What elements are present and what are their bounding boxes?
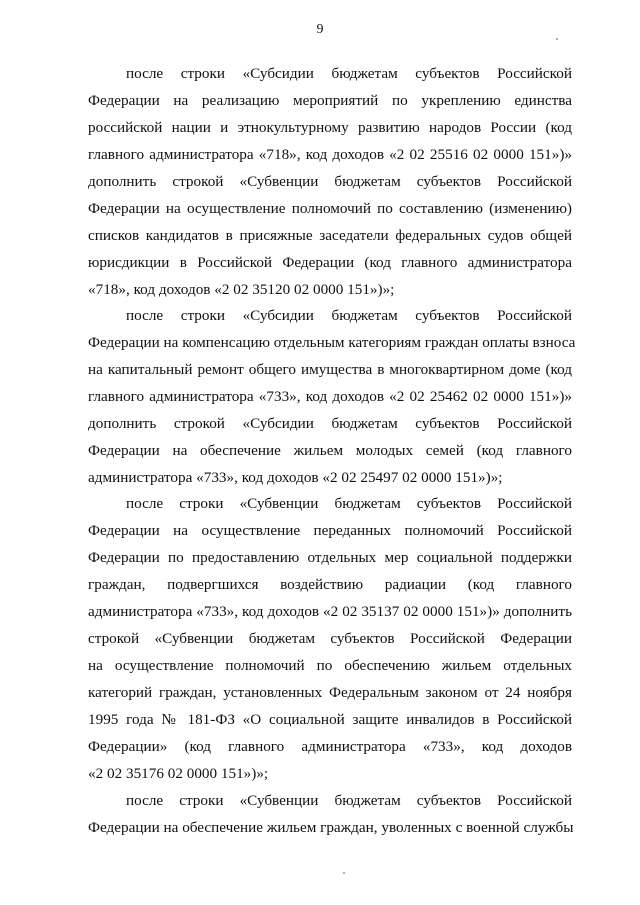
text-line: Федерации на реализацию мероприятий по укреплению единства [88,92,572,109]
page-number: 9 [316,22,324,37]
text-line: после строки «Субсидии бюджетам субъектов Российской [126,65,572,82]
text-line: «718», код доходов «2 02 35120 02 0000 151»)»; [88,281,395,298]
text-line: Федерации на компенсацию отдельным категориям граждан оплаты взноса [88,334,576,351]
scan-speck [343,872,345,874]
text-line: «2 02 35176 02 0000 151»)»; [88,765,269,782]
text-line: администратора «733», код доходов «2 02 25497 02 0000 151»)»; [88,469,503,486]
text-line: списков кандидатов в присяжные заседатели федеральных судов общей [88,227,572,244]
text-line: юрисдикции в Российской Федерации (код главного администратора [88,254,572,271]
text-line: 1995 года № 181-ФЗ «О социальной защите инвалидов в Российской [88,711,572,728]
text-line: главного администратора «733», код доходов «2 02 25462 02 0000 151»)» [88,388,572,405]
scan-speck [556,38,558,40]
text-line: строкой «Субвенции бюджетам субъектов Российской Федерации [88,630,572,647]
text-line: после строки «Субвенции бюджетам субъектов Российской [126,792,572,809]
text-line: дополнить строкой «Субвенции бюджетам субъектов Российской [88,173,572,190]
text-line: на осуществление полномочий по обеспечению жильем отдельных [88,657,572,674]
text-line: после строки «Субвенции бюджетам субъектов Российской [126,495,572,512]
text-line: на капитальный ремонт общего имущества в многоквартирном доме (код [88,361,572,378]
text-line: российской нации и этнокультурному развитию народов России (код [88,119,572,136]
text-line: Федерации» (код главного администратора «733», код доходов [88,738,572,755]
text-line: категорий граждан, установленных Федеральным законом от 24 ноября [88,684,572,701]
text-line: граждан, подвергшихся воздействию радиации (код главного [88,576,572,593]
text-line: главного администратора «718», код доходов «2 02 25516 02 0000 151»)» [88,146,572,163]
text-line: Федерации на обеспечение жильем молодых семей (код главного [88,442,572,459]
text-line: Федерации на осуществление переданных полномочий Российской [88,522,572,539]
text-line: Федерации на обеспечение жильем граждан, уволенных с военной службы [88,819,574,836]
text-line: Федерации на осуществление полномочий по составлению (изменению) [88,200,572,217]
text-line: Федерации по предоставлению отдельных мер социальной поддержки [88,549,572,566]
text-line: после строки «Субсидии бюджетам субъектов Российской [126,307,572,324]
text-line: дополнить строкой «Субсидии бюджетам субъектов Российской [88,415,572,432]
text-line: администратора «733», код доходов «2 02 35137 02 0000 151»)» дополнить [88,603,572,620]
